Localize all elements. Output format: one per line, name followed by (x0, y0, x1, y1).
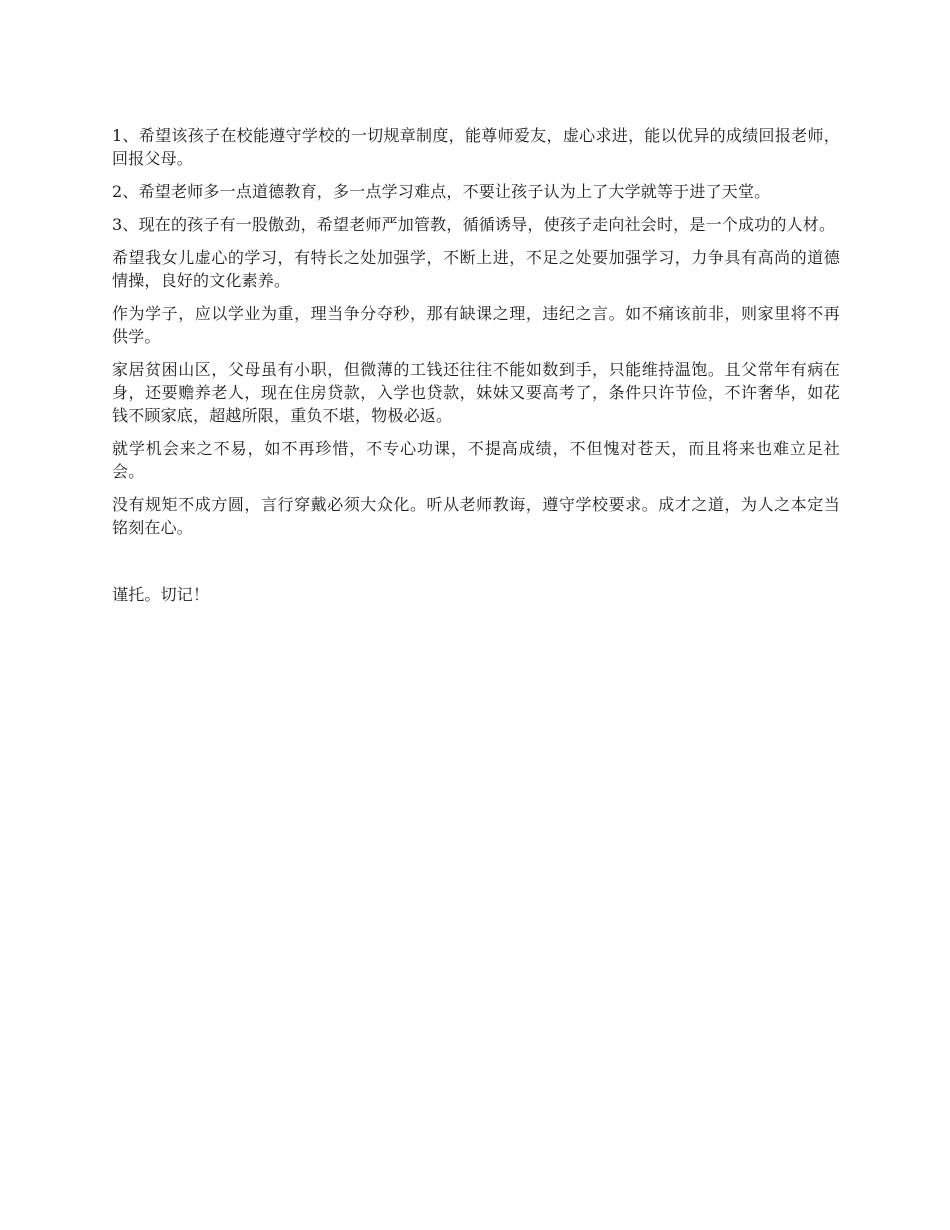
paragraph-4: 希望我女儿虚心的学习，有特长之处加强学，不断上进，不足之处要加强学习，力争具有高尚的道德情操，良好的文化素养。 (112, 248, 840, 290)
paragraph-8: 没有规矩不成方圆，言行穿戴必须大众化。听从老师教诲，遵守学校要求。成才之道，为人之本定当铭刻在心。 (112, 495, 840, 537)
paragraph-2: 2、希望老师多一点道德教育，多一点学习难点，不要让孩子认为上了大学就等于进了天堂。 (112, 182, 771, 201)
document-body (112, 124, 840, 622)
paragraph-6: 家居贫困山区，父母虽有小职，但微薄的工钱还往往不能如数到手，只能维持温饱。且父常年有病在身，还要赡养老人，现在住房贷款，入学也贷款，妹妹又要高考了，条件只许节俭，不许奢华，如花钱不顾家底，超越所限，重负不堪，物极必返。 (112, 360, 840, 425)
paragraph-1: 1、希望该孩子在校能遵守学校的一切规章制度，能尊师爱友，虚心求进，能以优异的成绩回报老师，回报父母。 (112, 126, 840, 168)
closing-line: 谨托。切记！ (112, 585, 210, 604)
paragraph-3: 3、现在的孩子有一股傲劲，希望老师严加管教，循循诱导，使孩子走向社会时，是一个成功的人材。 (112, 215, 836, 234)
paragraph-5: 作为学子，应以学业为重，理当争分夺秒，那有缺课之理，违纪之言。如不痛该前非，则家里将不再供学。 (112, 304, 840, 346)
paragraph-7: 就学机会来之不易，如不再珍惜，不专心功课，不提高成绩，不但愧对苍天，而且将来也难立足社会。 (112, 439, 840, 481)
